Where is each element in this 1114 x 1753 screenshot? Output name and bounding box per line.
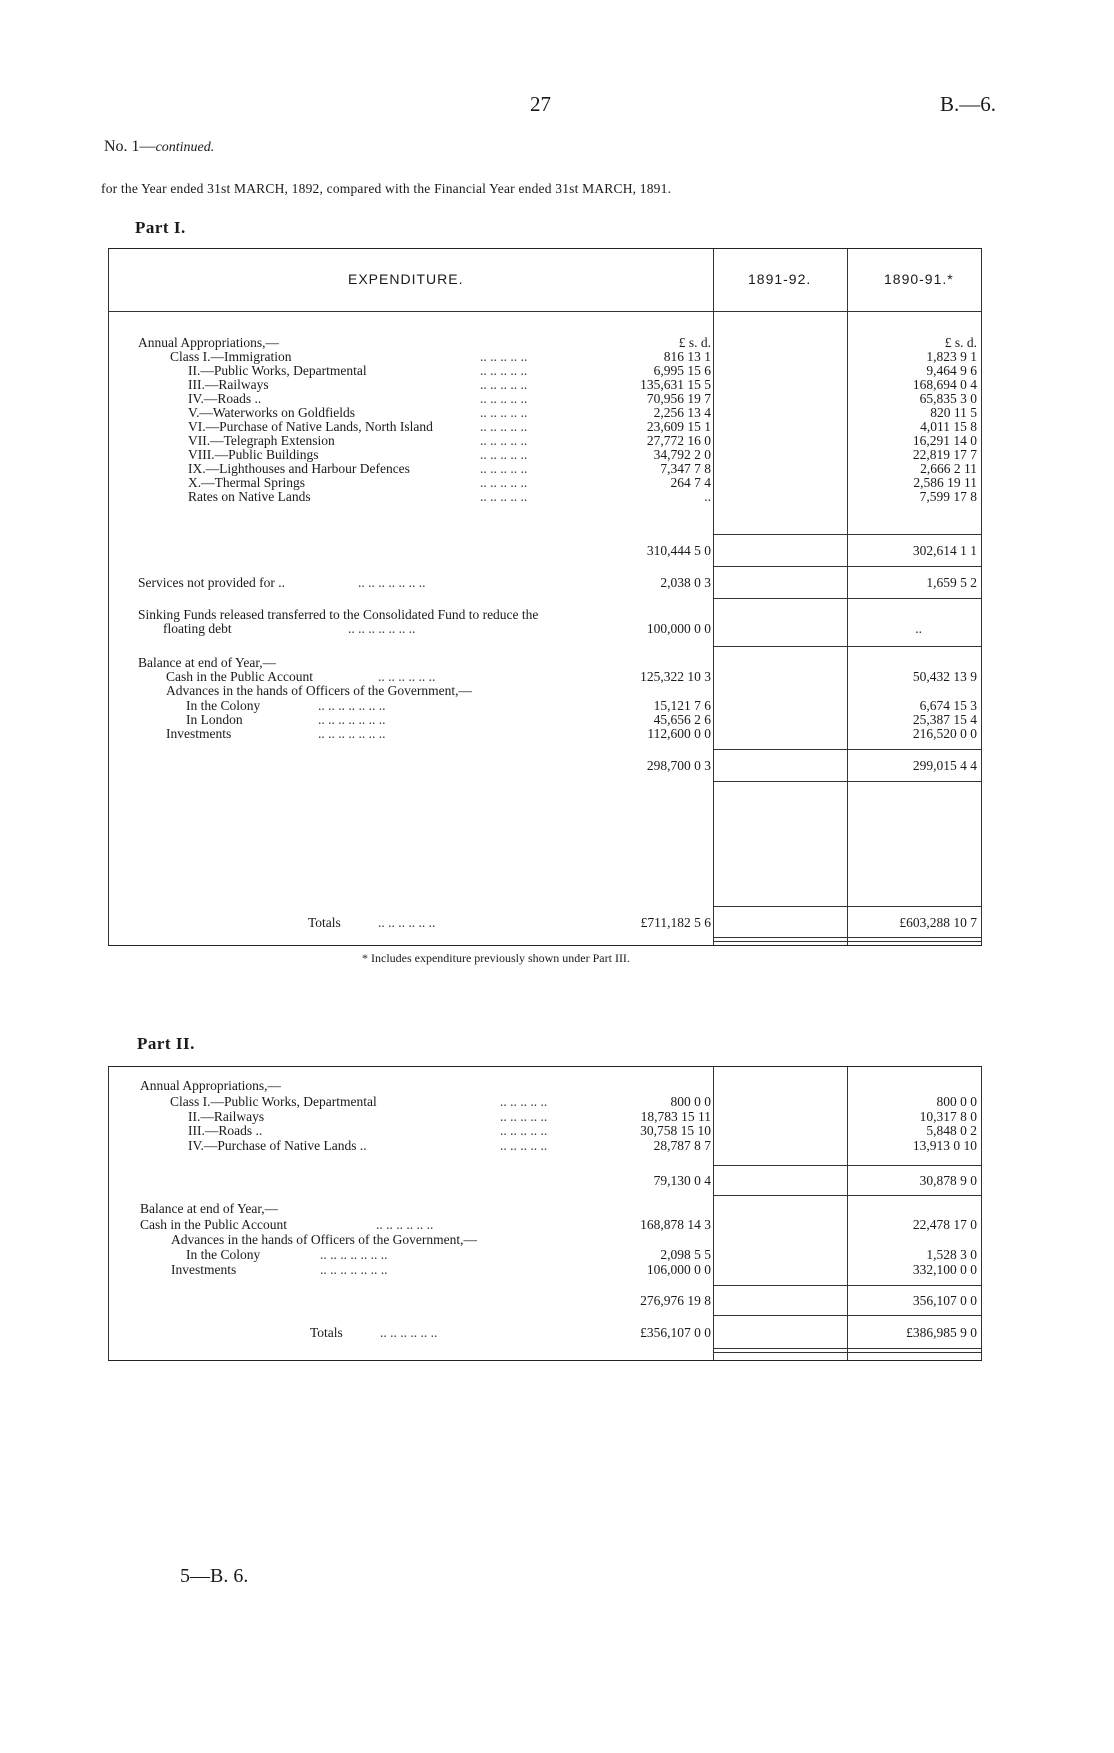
services-y2: 1,659 5 2 [926,575,977,590]
balance-title: Balance at end of Year,— [140,1201,279,1216]
row-amount-y2: 820 11 5 [930,405,977,420]
row-amount-y2: 5,848 0 2 [926,1123,977,1138]
investments-y1: 106,000 0 0 [646,1262,711,1277]
row-amount-y1: 6,995 15 6 [653,363,711,378]
colony-y2: 6,674 15 3 [919,698,977,713]
totals-label: Totals [308,915,341,930]
row-amount-y1: 23,609 15 1 [646,419,711,434]
colony-row: In the Colony .. .. .. .. .. .. .. 2,098 5 5 1,528 3 0 [186,1247,977,1262]
footnote: * Includes expenditure previously shown under Part III. [362,951,630,965]
row-label: V.—Waterworks on Goldfields [188,405,356,420]
totals-label: Totals [310,1325,343,1340]
row-amount-y1: 70,956 19 7 [646,391,711,406]
row-amount-y1: 30,758 15 10 [640,1123,711,1138]
table-row: VIII.—Public Buildings .. .. .. .. .. 34,792 2 0 22,819 17 7 [188,447,977,462]
investments-y1: 112,600 0 0 [647,726,711,741]
row-amount-y1: 27,772 16 0 [646,433,711,448]
row-label: Class I.—Immigration [170,349,292,364]
sinking-row-2: floating debt .. .. .. .. .. .. .. 100,000 0 0 .. [163,621,922,636]
subtotal2-y1: 298,700 0 3 [646,758,711,773]
rule-subtotal2-bottom [713,1315,981,1316]
sinking-label-2: floating debt [163,621,232,636]
table-row: Class I.—Public Works, Departmental .. .. .. .. .. 800 0 0 800 0 0 [170,1094,977,1109]
row-label: IV.—Purchase of Native Lands .. [188,1137,367,1153]
table-row: III.—Roads .. .. .. .. .. .. 30,758 15 10 5,848 0 2 [188,1123,977,1138]
london-row: In London .. .. .. .. .. .. .. 45,656 2 6 25,387 15 4 [186,712,977,727]
row-amount-y2: 22,819 17 7 [912,447,977,462]
row-amount-y1: 135,631 15 5 [640,377,711,392]
investments-y2: 332,100 0 0 [912,1262,977,1277]
cash-row: Cash in the Public Account .. .. .. .. .. .. 125,322 10 3 50,432 13 9 [166,669,977,684]
table-row: III.—Railways .. .. .. .. .. 135,631 15 5 168,694 0 4 [188,377,977,392]
section-title: Annual Appropriations,— [138,335,279,350]
rule-subtotal2-top [713,1285,981,1286]
table-row: IX.—Lighthouses and Harbour Defences .. .. .. .. .. 7,347 7 8 2,666 2 11 [188,461,977,476]
part2-table [108,1066,982,1361]
row-label: Rates on Native Lands [188,489,311,504]
rule-subtotal1-bottom [713,1195,981,1196]
section-title: Annual Appropriations,— [140,1078,281,1093]
table-row: VI.—Purchase of Native Lands, North Island .. .. .. .. .. 23,609 15 1 4,011 15 8 [188,419,977,434]
rule-totals-double [713,1348,981,1353]
balance-title: Balance at end of Year,— [138,655,277,670]
units-y1: £ s. d. [678,335,711,350]
row-label: IX.—Lighthouses and Harbour Defences [188,461,410,476]
rule-sinking-bottom [713,646,981,647]
colony-row: In the Colony .. .. .. .. .. .. .. 15,121 7 6 6,674 15 3 [186,698,977,713]
row-amount-y2: 13,913 0 10 [912,1137,977,1153]
totals-y2: £603,288 10 7 [899,915,977,930]
table-row: IV.—Purchase of Native Lands .. .. .. .. .. .. 28,787 8 7 13,913 0 10 [188,1137,977,1153]
row-amount-y1: 264 7 4 [670,475,711,490]
row-amount-y2: 7,599 17 8 [919,489,977,504]
cash-y1: 125,322 10 3 [640,669,711,684]
table-row: Class I.—Immigration .. .. .. .. .. 816 13 1 1,823 9 1 [170,349,977,364]
row-amount-y2: 800 0 0 [936,1094,977,1109]
units-y2: £ s. d. [944,335,977,350]
rule-services-bottom [713,598,981,599]
rule-subtotal2-bottom [713,781,981,782]
investments-label: Investments [166,726,232,741]
advances-row [108,683,982,699]
services-row: Services not provided for .. .. .. .. .. .. .. .. 2,038 0 3 1,659 5 2 [138,575,977,590]
london-y1: 45,656 2 6 [653,712,711,727]
colony-y1: 2,098 5 5 [660,1247,711,1262]
colony-y1: 15,121 7 6 [653,698,711,713]
cash-label: Cash in the Public Account [140,1217,287,1232]
row-label: VII.—Telegraph Extension [188,433,335,448]
table-row: II.—Public Works, Departmental .. .. .. .. .. 6,995 15 6 9,464 9 6 [188,363,977,378]
subtotal2-y1: 276,976 19 8 [640,1293,711,1308]
row-amount-y2: 10,317 8 0 [919,1108,977,1124]
row-amount-y2: 65,835 3 0 [919,391,977,406]
services-label: Services not provided for .. [138,575,285,590]
cash-y1: 168,878 14 3 [640,1217,711,1232]
row-label: III.—Railways [188,377,269,392]
rule-totals-double [713,937,981,942]
part2-title: Part II. [137,1034,195,1053]
row-amount-y2: 2,586 19 11 [913,475,977,490]
row-amount-y2: 9,464 9 6 [926,363,977,378]
row-amount-y2: 4,011 15 8 [920,419,977,434]
subtotal1-y2: 302,614 1 1 [912,543,977,558]
row-label: II.—Public Works, Departmental [188,363,367,378]
continued-heading [104,138,214,156]
london-y2: 25,387 15 4 [912,712,977,727]
row-label: IV.—Roads .. [188,391,262,406]
row-amount-y1: 2,256 13 4 [653,405,711,420]
continued-number: No. 1— [104,138,156,155]
rule-subtotal2-top [713,749,981,750]
investments-row: Investments .. .. .. .. .. .. .. 106,000 0 0 332,100 0 0 [171,1262,977,1277]
subtotal1-row [108,543,982,559]
subtotal2-y2: 356,107 0 0 [912,1293,977,1308]
row-label: III.—Roads .. [188,1123,263,1138]
advances-label: Advances in the hands of Officers of the Government,— [166,683,473,698]
colony-label: In the Colony [186,698,261,713]
part1-title: Part I. [135,218,186,237]
row-amount-y1: 800 0 0 [670,1094,711,1109]
totals-row: Totals .. .. .. .. .. .. £711,182 5 6 £603,288 10 7 [308,915,977,930]
cash-label: Cash in the Public Account [166,669,313,684]
subtotal2-y2: 299,015 4 4 [912,758,977,773]
rule-totals-top [713,906,981,907]
sinking-y2: .. [915,621,922,636]
row-label: Class I.—Public Works, Departmental [170,1094,377,1109]
row-amount-y2: 2,666 2 11 [920,461,977,476]
row-amount-y2: 1,823 9 1 [926,349,977,364]
advances-label: Advances in the hands of Officers of the Government,— [171,1232,478,1247]
continued-word: continued. [155,140,215,155]
page-number: 27 [530,92,551,116]
row-amount-y1: 18,783 15 11 [640,1108,711,1124]
investments-row: Investments .. .. .. .. .. .. .. 112,600 0 0 216,520 0 0 [166,726,977,741]
header-rule [108,311,982,312]
cash-y2: 22,478 17 0 [912,1217,977,1232]
col-header-expenditure: EXPENDITURE. [348,271,464,287]
subtotal1-row [108,1173,982,1189]
totals-y1: £356,107 0 0 [640,1325,711,1340]
london-label: In London [186,712,243,727]
table-row: IV.—Roads .. .. .. .. .. .. 70,956 19 7 65,835 3 0 [188,391,977,406]
table-row: Rates on Native Lands .. .. .. .. .. .. 7,599 17 8 [188,489,977,504]
rule-subtotal1-top [713,534,981,535]
row-label: VIII.—Public Buildings [188,447,319,462]
row-label: II.—Railways [188,1108,265,1124]
document-reference: B.—6. [940,92,997,116]
row-amount-y2: 16,291 14 0 [912,433,977,448]
subtotal2-row [108,1293,982,1309]
row-amount-y1: 34,792 2 0 [653,447,711,462]
balance-title-row [108,1201,982,1217]
investments-y2: 216,520 0 0 [912,726,977,741]
totals-row: Totals .. .. .. .. .. .. £356,107 0 0 £386,985 9 0 [310,1325,977,1340]
table-row: X.—Thermal Springs .. .. .. .. .. 264 7 4 2,586 19 11 [188,475,977,490]
subtotal1-y2: 30,878 9 0 [919,1173,977,1188]
cash-y2: 50,432 13 9 [912,669,977,684]
col-header-1890-91: 1890-91.* [884,271,954,287]
subtotal1-y1: 79,130 0 4 [653,1173,711,1188]
row-amount-y1: .. [704,489,711,504]
table-row: II.—Railways .. .. .. .. .. 18,783 15 11 10,317 8 0 [188,1108,977,1124]
part1-table [108,248,982,946]
investments-label: Investments [171,1262,237,1277]
services-y1: 2,038 0 3 [660,575,711,590]
rule-subtotal1-bottom [713,566,981,567]
cash-row: Cash in the Public Account .. .. .. .. .. .. 168,878 14 3 22,478 17 0 [140,1217,977,1232]
row-amount-y1: 28,787 8 7 [653,1137,711,1153]
rule-subtotal1-top [713,1165,981,1166]
subtitle: for the Year ended 31st MARCH, 1892, compared with the Financial Year ended 31st MARCH, 1891. [101,181,672,196]
colony-label: In the Colony [186,1247,261,1262]
col-header-1891-92: 1891-92. [748,271,812,287]
signature-mark: 5—B. 6. [180,1565,249,1587]
totals-y2: £386,985 9 0 [906,1325,977,1340]
subtotal2-row [108,758,982,774]
advances-row [108,1232,982,1248]
section-title-row [108,1078,982,1094]
row-amount-y1: 816 13 1 [663,349,711,364]
sinking-y1: 100,000 0 0 [646,621,711,636]
row-amount-y1: 7,347 7 8 [660,461,711,476]
subtotal1-y1: 310,444 5 0 [646,543,711,558]
table-row: V.—Waterworks on Goldfields .. .. .. .. .. 2,256 13 4 820 11 5 [188,405,977,420]
sinking-label-1: Sinking Funds released transferred to the Consolidated Fund to reduce the [138,607,539,622]
row-label: VI.—Purchase of Native Lands, North Island [188,419,433,434]
table-row: VII.—Telegraph Extension .. .. .. .. .. 27,772 16 0 16,291 14 0 [188,433,977,448]
totals-y1: £711,182 5 6 [640,915,711,930]
row-amount-y2: 168,694 0 4 [912,377,977,392]
colony-y2: 1,528 3 0 [926,1247,977,1262]
row-label: X.—Thermal Springs [188,475,305,490]
